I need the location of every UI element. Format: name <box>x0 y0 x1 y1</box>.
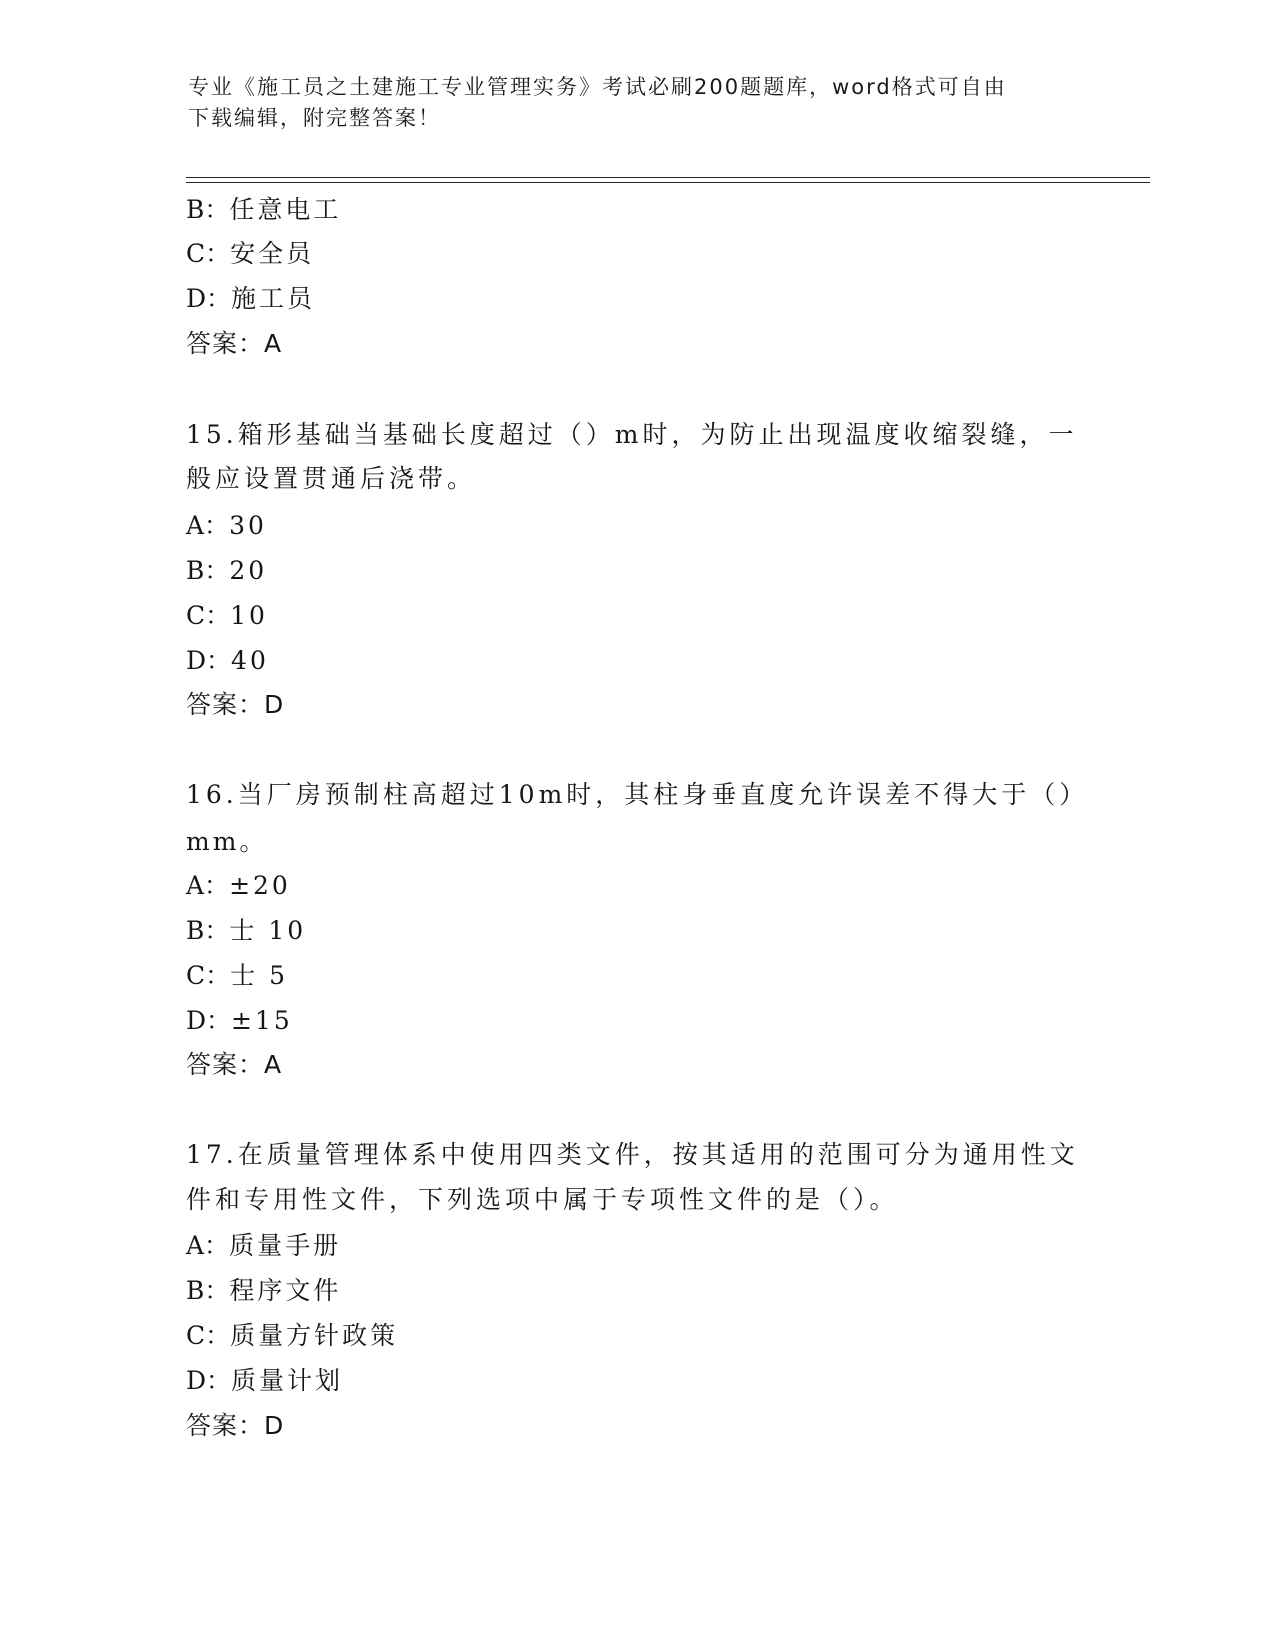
option-text: 质量方针政策 <box>230 1321 399 1350</box>
q17-answer: 答案：D <box>186 1411 285 1440</box>
q16-answer: 答案：A <box>186 1050 283 1079</box>
option-text: 程序文件 <box>229 1276 342 1305</box>
option-text: 士 5 <box>230 961 288 990</box>
option-label: C： <box>186 1321 231 1350</box>
q14-option-b <box>186 193 341 227</box>
option-label: A： <box>186 871 230 900</box>
q15-option-a <box>186 509 267 543</box>
option-label: D： <box>186 1366 232 1395</box>
option-label: D： <box>186 284 232 313</box>
q17-option-b <box>186 1274 341 1308</box>
option-text: 10 <box>230 601 268 630</box>
option-text: 安全员 <box>230 239 315 268</box>
q15-option-d <box>186 644 269 678</box>
q17-stem-line-2: 件和专用性文件，下列选项中属于专项性文件的是（）。 <box>186 1185 899 1214</box>
q16-option-b <box>186 914 306 948</box>
q17-stem-line-1: 17.在质量管理体系中使用四类文件，按其适用的范围可分为通用性文 <box>186 1140 1079 1169</box>
option-text: 30 <box>229 511 267 540</box>
option-text: 士 10 <box>229 916 307 945</box>
q16-stem-line-2: mm。 <box>186 827 268 856</box>
q15-option-c <box>186 599 268 633</box>
option-label: A： <box>186 511 230 540</box>
option-label: D： <box>186 646 232 675</box>
header-title-line-1: 专业《施工员之土建施工专业管理实务》考试必刷200题题库，word格式可自由 <box>188 75 1007 99</box>
option-label: C： <box>186 601 231 630</box>
q15-answer: 答案：D <box>186 690 285 719</box>
q15-stem-line-2: 般应设置贯通后浇带。 <box>186 464 477 493</box>
q17-option-a <box>186 1229 341 1263</box>
q16-option-a <box>186 869 291 903</box>
option-text: ±15 <box>231 1006 293 1035</box>
q15-option-b <box>186 554 267 588</box>
option-text: 质量计划 <box>231 1366 344 1395</box>
q16-option-d <box>186 1004 293 1038</box>
q14-answer: 答案：A <box>186 329 283 358</box>
option-label: C： <box>186 961 231 990</box>
document-header <box>188 72 1088 134</box>
option-label: A： <box>186 1231 230 1260</box>
q14-option-d <box>186 282 315 316</box>
option-text: 施工员 <box>231 284 316 313</box>
option-label: B： <box>186 916 230 945</box>
option-label: B： <box>186 556 230 585</box>
q16-option-c <box>186 959 288 993</box>
q16-stem-line-1: 16.当厂房预制柱高超过10m时，其柱身垂直度允许误差不得大于（） <box>186 780 1089 809</box>
option-label: B： <box>186 195 230 224</box>
header-divider-bottom <box>186 182 1150 183</box>
header-title-line-2: 下载编辑，附完整答案！ <box>188 106 441 130</box>
q15-stem-line-1: 15.箱形基础当基础长度超过（）m时，为防止出现温度收缩裂缝，一 <box>186 420 1078 449</box>
option-text: 40 <box>231 646 269 675</box>
option-text: 质量手册 <box>229 1231 342 1260</box>
q17-option-c <box>186 1319 398 1353</box>
option-text: 20 <box>229 556 268 585</box>
option-text: 任意电工 <box>229 195 342 224</box>
option-label: B： <box>186 1276 230 1305</box>
option-label: C： <box>186 239 231 268</box>
q17-option-d <box>186 1364 343 1398</box>
header-divider-top <box>186 177 1150 178</box>
option-text: ±20 <box>229 871 291 900</box>
option-label: D： <box>186 1006 232 1035</box>
q14-option-c <box>186 237 314 271</box>
